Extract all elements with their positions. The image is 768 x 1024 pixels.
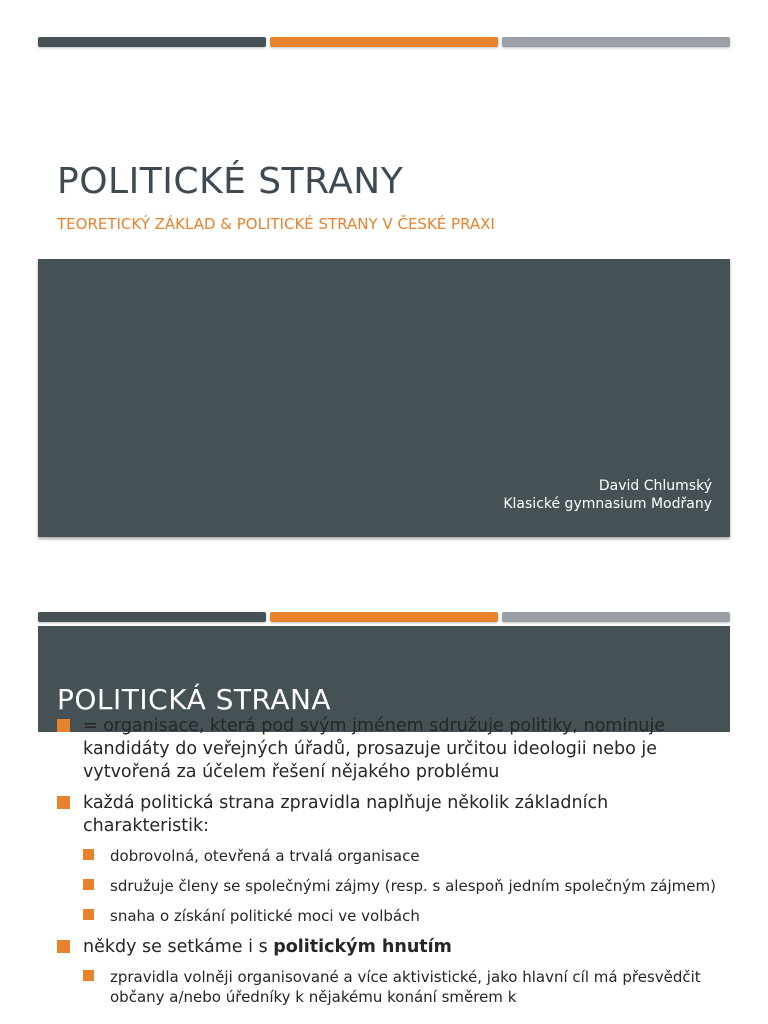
school-name: Klasické gymnasium Modřany — [503, 496, 712, 512]
accent-bar-gray — [502, 612, 730, 622]
bullet-square-icon — [83, 970, 94, 981]
bullet-square-icon — [57, 719, 70, 732]
bullet-square-icon — [83, 849, 94, 860]
sub-list — [0, 967, 768, 1007]
accent-bar-dark — [38, 612, 266, 622]
list-item — [0, 715, 768, 784]
title-panel — [38, 259, 730, 537]
slide-title: POLITICKÁ STRANA — [57, 683, 332, 716]
list-item — [0, 936, 768, 959]
author-name: David Chlumský — [598, 478, 712, 494]
sub-bullet-text: dobrovolná, otevřená a trvalá organisace — [110, 847, 420, 865]
sub-bullet-text: snaha o získání politické moci ve volbách — [110, 907, 420, 925]
accent-bar-dark — [38, 37, 266, 47]
bullet-text-prefix: někdy se setkáme i s — [83, 937, 274, 957]
content-slide — [0, 612, 768, 1024]
bullet-text: = organisace, která pod svým jménem sdružuje politiky, nominuje kandidáty do veřejných úřadů, prosazuje určitou ideologii nebo je vytvořená za účelem řešení nějakého problému — [83, 716, 666, 782]
sub-list — [0, 846, 768, 926]
bullet-text-bold: politickým hnutím — [273, 937, 452, 957]
sub-list-item — [0, 846, 768, 866]
accent-bar-gray — [502, 37, 730, 47]
title-slide — [0, 37, 768, 557]
slide-subtitle: TEORETICKÝ ZÁKLAD & POLITICKÉ STRANY V ČESKÉ PRAXI — [57, 215, 495, 233]
bullet-square-icon — [83, 909, 94, 920]
bullet-text: každá politická strana zpravidla naplňuje několik základních charakteristik: — [83, 793, 609, 836]
list-item — [0, 792, 768, 838]
bullet-list — [0, 715, 768, 1017]
bullet-square-icon — [83, 879, 94, 890]
sub-list-item — [0, 906, 768, 926]
bullet-square-icon — [57, 940, 70, 953]
sub-bullet-text: zpravidla volněji organisované a více aktivistické, jako hlavní cíl má přesvědčit občany a/nebo úředníky k nějakému konání směrem k — [110, 968, 701, 1006]
accent-bar-orange — [270, 37, 498, 47]
bullet-square-icon — [57, 796, 70, 809]
sub-list-item — [0, 876, 768, 896]
sub-list-item — [0, 967, 768, 1007]
sub-bullet-text: sdružuje členy se společnými zájmy (resp. s alespoň jedním společným zájmem) — [110, 877, 716, 895]
accent-bar-orange — [270, 612, 498, 622]
slide-title: POLITICKÉ STRANY — [57, 161, 404, 202]
author-block — [503, 477, 712, 513]
